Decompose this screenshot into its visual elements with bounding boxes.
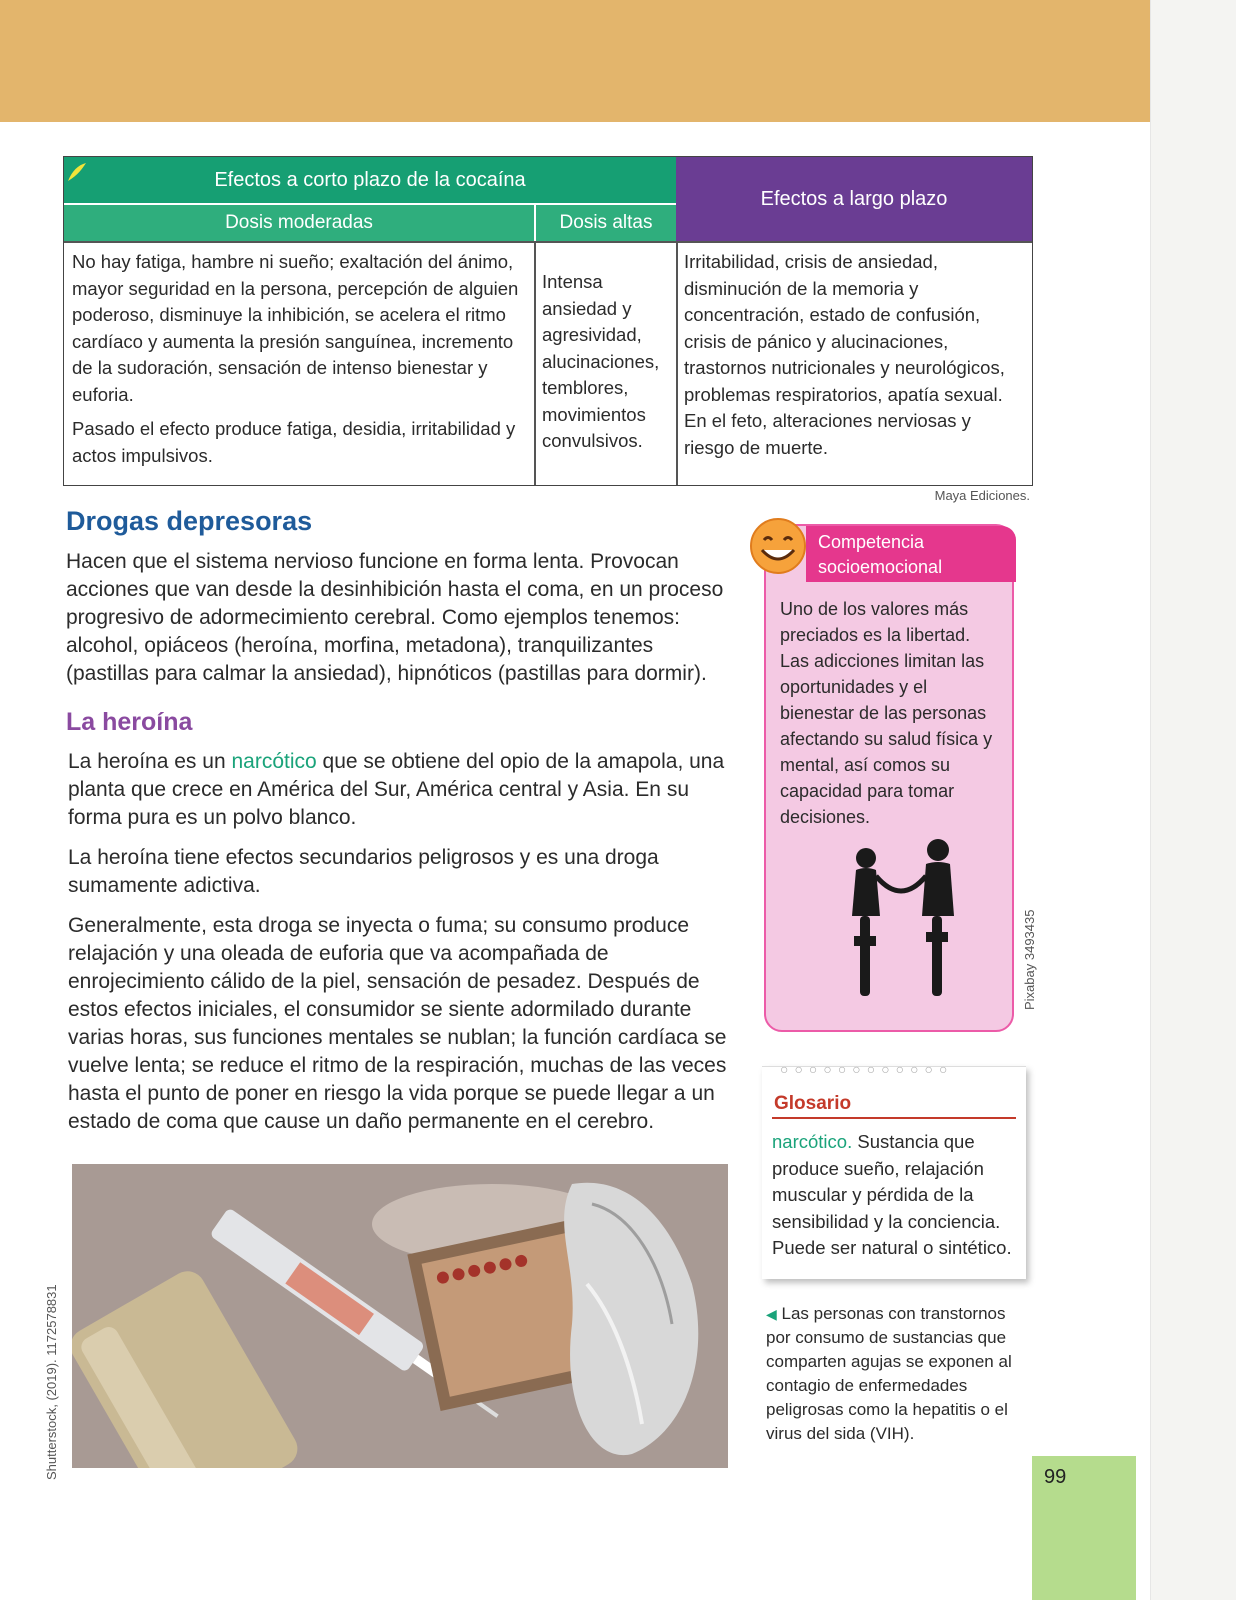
competencia-title-line-1: Competencia [818, 532, 925, 552]
moderate-dose-after-text: Pasado el efecto produce fatiga, desidia, irritabilidad y actos impulsivos. [72, 418, 516, 466]
spiral-binding: ○○○○○○○○○○○○ [780, 1061, 954, 1077]
table-divider [64, 241, 1032, 243]
glosario-card [762, 1061, 1026, 1279]
competencia-text: Uno de los valores más preciados es la libertad. Las adicciones limitan las oportunidades y el bienestar de las personas afectando su salud física y mental, así comos su capacidad para tomar decisiones. [780, 599, 993, 827]
moderate-dose-header: Dosis moderadas [64, 205, 534, 241]
moderate-dose-cell [72, 249, 524, 477]
glosario-definition [772, 1129, 1020, 1262]
top-color-band [0, 0, 1158, 122]
competencia-box [764, 524, 1014, 1032]
heroina-text: La heroína es un [68, 750, 232, 773]
short-term-header-text: Efectos a corto plazo de la cocaína [214, 168, 526, 191]
glosario-title: Glosario [774, 1093, 852, 1114]
long-term-cell: Irritabilidad, crisis de ansiedad, disminución de la memoria y concentración, estado de confusión, crisis de pánico y alucinaciones, trastornos nutricionales y neurológicos, problemas respiratorios, apatía sexual. En el feto, alteraciones nerviosas y riesgo de muerte. [684, 251, 1005, 458]
photo-caption-text: Las personas con transtornos por consumo de sustancias que comparten agujas se exponen al contagio de enfermedades peligrosas como la hepatitis o el virus del sida (VIH). [766, 1304, 1012, 1443]
heroina-paragraph-1 [68, 748, 728, 832]
short-term-header [64, 157, 676, 203]
table-credit: Maya Ediciones. [934, 488, 1030, 503]
glosario-divider [772, 1117, 1016, 1119]
moderate-dose-text: No hay fatiga, hambre ni sueño; exaltación del ánimo, mayor seguridad en la persona, percepción de alguien poderoso, disminuye la inhibición, se acelera el ritmo cardíaco y aumenta la presión sanguínea, incremento de la sudoración, sensación de intenso bienestar y euforia. [72, 251, 519, 405]
smiley-icon [748, 516, 808, 576]
photo-illustration [72, 1164, 728, 1468]
photo-caption [766, 1302, 1016, 1446]
competencia-header [806, 526, 1016, 582]
table-divider [676, 241, 678, 485]
competencia-title-line-2: socioemocional [818, 557, 943, 577]
glosario-term: narcótico. [772, 1131, 853, 1152]
table-divider [534, 241, 536, 485]
heroin-paraphernalia-photo [72, 1164, 728, 1468]
couple-on-bicycles-icon [826, 836, 966, 1006]
triangle-left-icon: ◀ [766, 1306, 777, 1322]
heroina-paragraph-2: La heroína tiene efectos secundarios peligrosos y es una droga sumamente adictiva. [68, 846, 659, 897]
heroina-paragraph-3: Generalmente, esta droga se inyecta o fuma; su consumo produce relajación y una oleada de euforia que va acompañada de enrojecimiento cálido de la piel, sensación de pesadez. Después de estos efectos iniciales, el consumidor se siente adormilado durante varias horas, sus funciones mentales se nublan; la función cardíaca se vuelve lenta; se reduce el ritmo de la respiración, muchas de las veces hasta el punto de poner en riesgo la vida porque se puede llegar a un estado de coma que cause un daño permanente en el cerebro. [68, 914, 727, 1133]
heroina-text: que se obtiene del opio de la amapola, una planta que crece en América del Sur, América central y Asia. En su forma pura es un polvo blanco. [68, 750, 725, 829]
page-number: 99 [1044, 1466, 1067, 1488]
illustration-credit: Pixabay 3493435 [1022, 909, 1037, 1010]
page-edge [1150, 0, 1236, 1600]
depresoras-heading: Drogas depresoras [66, 506, 313, 536]
cocaine-effects-table [63, 156, 1033, 486]
high-dose-header: Dosis altas [536, 205, 676, 241]
glosario-definition-text: Sustancia que produce sueño, relajación muscular y pérdida de la sensibilidad y la conciencia. Puede ser natural o sintético. [772, 1131, 1012, 1258]
depresoras-paragraph: Hacen que el sistema nervioso funcione en forma lenta. Provocan acciones que van desde la desinhibición hasta el coma, en un proceso progresivo de adormecimiento cerebral. Como ejemplos tenemos: alcohol, opiáceos (heroína, morfina, metadona), tranquilizantes (pastillas para calmar la ansiedad), hipnóticos (pastillas para dormir). [66, 550, 724, 685]
heroina-heading: La heroína [66, 708, 193, 736]
photo-credit: Shutterstock, (2019). 1172578831 [44, 1284, 59, 1480]
high-dose-cell: Intensa ansiedad y agresividad, alucinaciones, temblores, movimientos convulsivos. [542, 271, 660, 451]
long-term-header: Efectos a largo plazo [676, 157, 1032, 241]
keyword-narcotico: narcótico [231, 750, 317, 773]
leaf-icon [66, 161, 88, 183]
